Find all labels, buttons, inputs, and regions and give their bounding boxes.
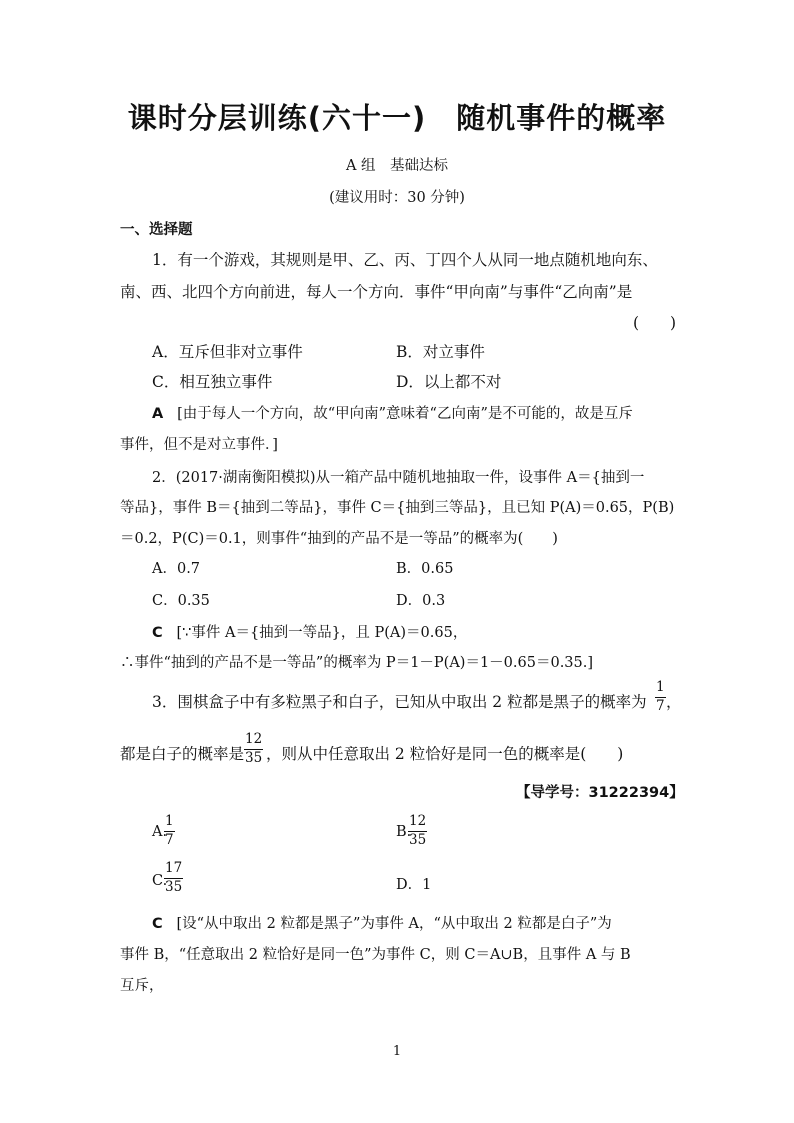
q3-line1: 3．围棋盒子中有多粒黑子和白子，已知从中取出 2 粒都是黑子的概率为 xyxy=(152,693,647,711)
time-hint: (建议用时：30 分钟) xyxy=(329,190,465,206)
q3-option-b-fraction: $\frac{12}{35}$ xyxy=(409,813,427,848)
section-heading: 一、选择题 xyxy=(120,222,193,238)
q1-answer-letter: A xyxy=(152,406,164,422)
q3-option-a-fraction: $\frac{1}{7}$ xyxy=(165,813,174,848)
q3-fraction-black: $\frac{1}{7}$ xyxy=(656,679,665,714)
q1-option-b: B．对立事件 xyxy=(396,343,485,361)
q1-line2: 南、西、北四个方向前进，每人一个方向．事件“甲向南”与事件“乙向南”是 xyxy=(120,283,633,301)
q3-option-a-label: A. xyxy=(152,824,168,840)
q3-option-c-label: C. xyxy=(152,873,168,889)
q2-option-d: D．0.3 xyxy=(396,593,446,609)
q3-fraction-white: $\frac{12}{35}$ xyxy=(245,731,263,766)
page-number: 1 xyxy=(392,1044,402,1059)
q2-line1: 2．(2017·湖南衡阳模拟)从一箱产品中随机地抽取一件，设事件 A＝{抽到一 xyxy=(152,470,645,486)
q1-option-c: C．相互独立事件 xyxy=(152,373,273,391)
group-label: A 组 基础达标 xyxy=(345,158,449,174)
q2-answer-text1: [∵事件 A＝{抽到一等品}，且 P(A)＝0.65， xyxy=(176,625,468,641)
q2-option-b: B．0.65 xyxy=(396,561,454,577)
q3-answer-letter: C xyxy=(152,916,163,932)
q1-option-d: D．以上都不对 xyxy=(396,373,502,391)
q3-answer-line3: 互斥， xyxy=(120,978,164,994)
q1-answer-line1 xyxy=(152,402,633,423)
q2-option-c: C．0.35 xyxy=(152,593,210,609)
q2-answer-letter: C xyxy=(152,625,163,641)
q1-line1: 1．有一个游戏，其规则是甲、乙、丙、丁四个人从同一地点随机地向东、 xyxy=(152,251,658,269)
q3-line1-end: ， xyxy=(666,693,682,711)
q2-answer-line1 xyxy=(152,621,467,642)
q2-line3: ＝0.2，P(C)＝0.1，则事件“抽到的产品不是一等品”的概率为( ) xyxy=(120,531,558,547)
guide-number: 【导学号：31222394】 xyxy=(516,785,684,801)
q1-answer-text1: [由于每人一个方向，故“甲向南”意味着“乙向南”是不可能的，故是互斥 xyxy=(177,406,633,422)
q3-line2-post: ，则从中任意取出 2 粒恰好是同一色的概率是( ) xyxy=(266,745,624,763)
page-title: 课时分层训练(六十一) 随机事件的概率 xyxy=(127,101,667,135)
q3-line2-pre: 都是白子的概率是 xyxy=(120,745,245,763)
q2-answer-line2: ∴事件“抽到的产品不是一等品”的概率为 P＝1－P(A)＝1－0.65＝0.35.] xyxy=(120,655,594,671)
q3-option-d: D．1 xyxy=(396,877,432,893)
q1-option-a: A．互斥但非对立事件 xyxy=(152,343,303,361)
q1-bracket: ( ) xyxy=(633,314,677,332)
q2-line2: 等品}，事件 B＝{抽到二等品}，事件 C＝{抽到三等品}，且已知 P(A)＝0.65，P(B) xyxy=(120,500,675,516)
q3-answer-line1 xyxy=(152,912,612,933)
q1-answer-line2: 事件，但不是对立事件．] xyxy=(120,437,278,453)
q3-option-c-fraction: $\frac{17}{35}$ xyxy=(165,860,183,895)
q2-option-a: A．0.7 xyxy=(152,561,201,577)
q3-answer-line2: 事件 B，“任意取出 2 粒恰好是同一色”为事件 C，则 C＝A∪B，且事件 A 与 B xyxy=(120,947,631,963)
q3-answer-text1: [设“从中取出 2 粒都是黑子”为事件 A，“从中取出 2 粒都是白子”为 xyxy=(176,916,612,932)
q3-option-b-label: B. xyxy=(396,824,412,840)
